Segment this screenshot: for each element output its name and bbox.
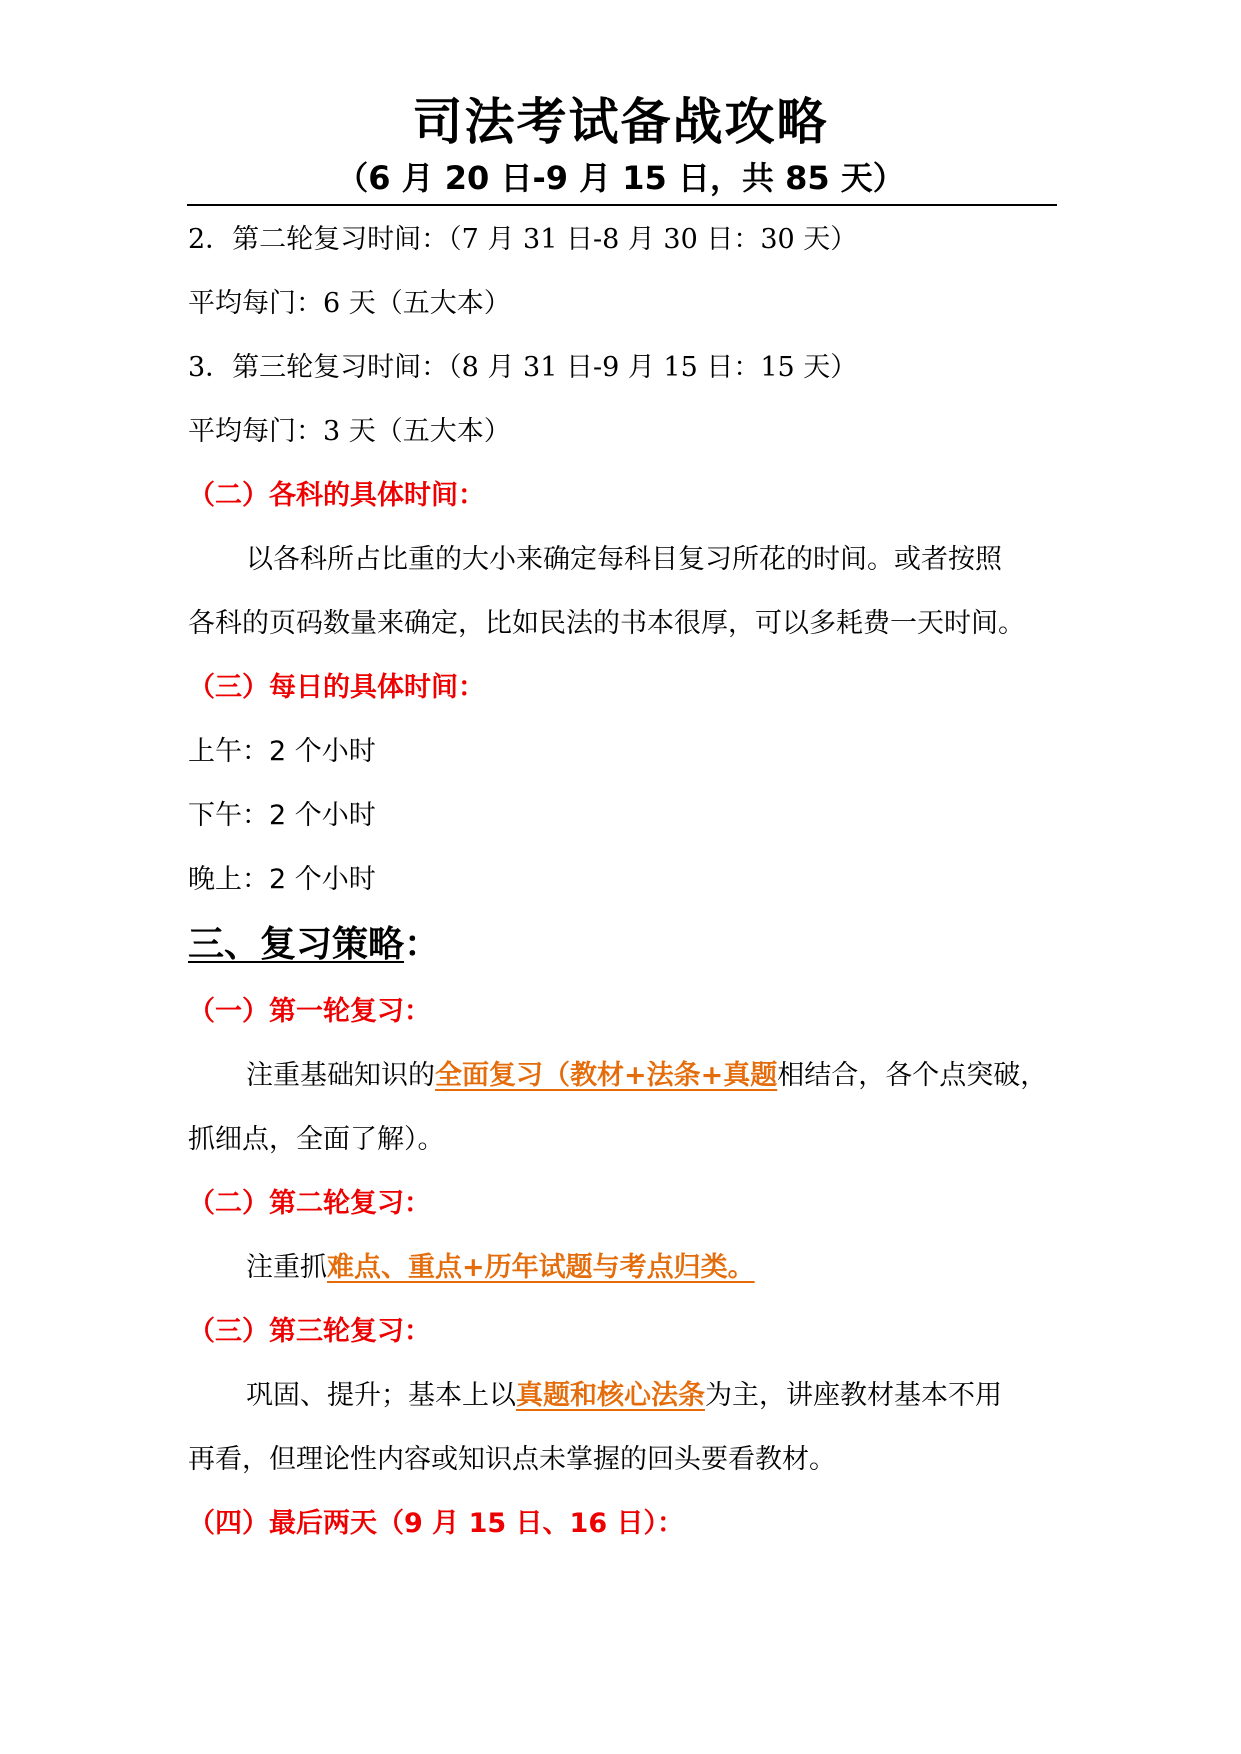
subject-time-paragraph-line1: 以各科所占比重的大小来确定每科目复习所花的时间。或者按照 — [246, 544, 1002, 575]
daily-evening — [188, 862, 376, 898]
round3-line2: 再看，但理论性内容或知识点未掌握的回头要看教材。 — [188, 1444, 836, 1475]
document-title: 司法考试备战攻略 — [412, 93, 829, 151]
round1-line2: 抓细点，全面了解）。 — [188, 1124, 445, 1155]
round3-text-before: 巩固、提升；基本上以 — [246, 1380, 516, 1411]
round1-highlight: 全面复习（教材+法条+真题 — [435, 1060, 778, 1091]
round3-line1 — [246, 1378, 1002, 1414]
daily-morning — [188, 734, 376, 770]
round2-text-before: 注重抓 — [246, 1252, 327, 1283]
title-divider — [187, 204, 1057, 206]
evening-label: 晚上： — [188, 864, 269, 895]
strategy-heading-colon: ： — [404, 924, 441, 965]
daily-time-heading: （三）每日的具体时间： — [188, 672, 485, 703]
round2-highlight: 难点、重点+历年试题与考点归类。 — [327, 1252, 755, 1283]
morning-value: 2 个小时 — [269, 736, 376, 767]
round2-heading: （二）第二轮复习： — [188, 1188, 431, 1219]
daily-afternoon — [188, 798, 376, 834]
round2-time: 2．第二轮复习时间：（7 月 31 日-8 月 30 日：30 天） — [188, 224, 858, 255]
round1-text-before: 注重基础知识的 — [246, 1060, 435, 1091]
round3-time: 3．第三轮复习时间：（8 月 31 日-9 月 15 日：15 天） — [188, 352, 858, 383]
document-subtitle: （6 月 20 日-9 月 15 日，共 85 天） — [336, 159, 905, 197]
round1-line1 — [246, 1058, 1047, 1094]
subject-time-heading: （二）各科的具体时间： — [188, 480, 485, 511]
morning-label: 上午： — [188, 736, 269, 767]
round3-heading: （三）第三轮复习： — [188, 1316, 431, 1347]
strategy-section-heading — [188, 922, 440, 968]
round2-average: 平均每门：6 天（五大本） — [188, 288, 511, 319]
last-days-heading: （四）最后两天（9 月 15 日、16 日）： — [188, 1508, 685, 1539]
subject-time-paragraph-line2: 各科的页码数量来确定，比如民法的书本很厚，可以多耗费一天时间。 — [188, 608, 1025, 639]
round2-line — [246, 1250, 755, 1286]
afternoon-value: 2 个小时 — [269, 800, 376, 831]
round1-text-after: 相结合，各个点突破， — [777, 1060, 1048, 1091]
round1-heading: （一）第一轮复习： — [188, 996, 431, 1027]
afternoon-label: 下午： — [188, 800, 269, 831]
round3-highlight: 真题和核心法条 — [516, 1380, 705, 1411]
evening-value: 2 个小时 — [269, 864, 376, 895]
strategy-heading-text: 三、复习策略 — [188, 924, 405, 965]
round3-average: 平均每门：3 天（五大本） — [188, 416, 511, 447]
round3-text-after: 为主，讲座教材基本不用 — [705, 1380, 1002, 1411]
